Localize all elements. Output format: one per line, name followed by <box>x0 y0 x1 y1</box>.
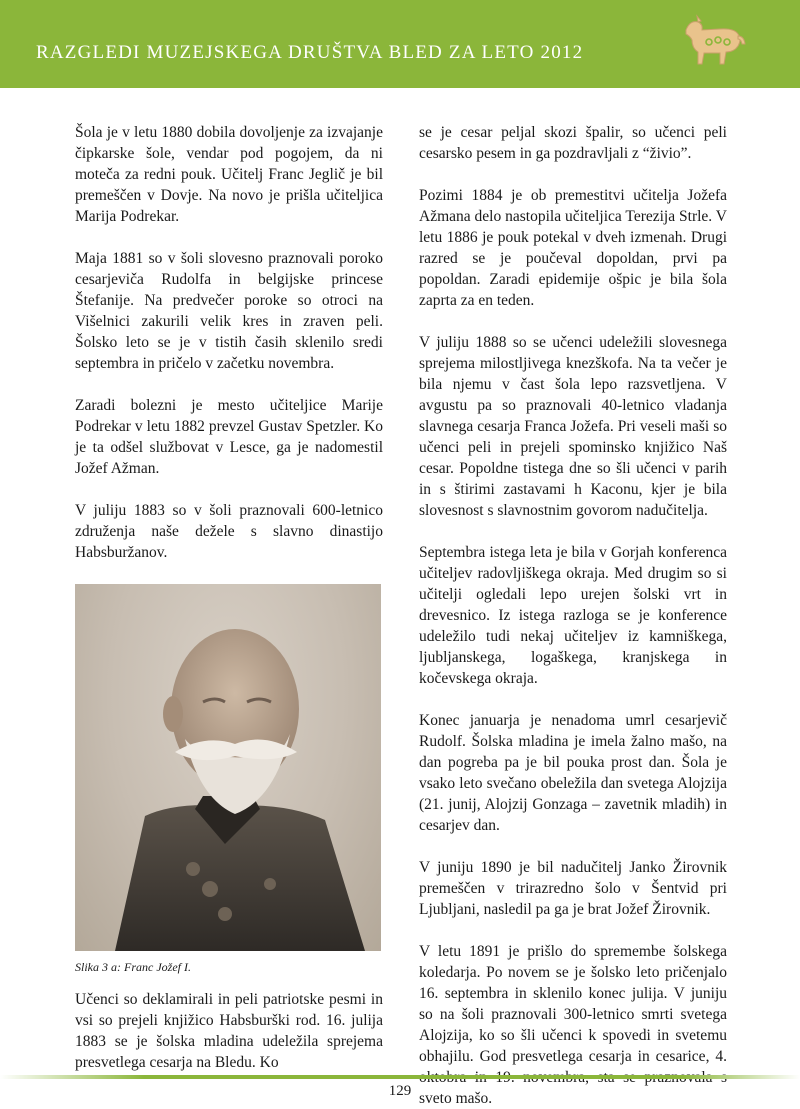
left-column <box>75 122 383 1073</box>
page-number: 129 <box>388 1083 412 1099</box>
paragraph: Konec januarja je nenadoma umrl cesarjevič Rudolf. Šolska mladina je imela žalno mašo, na dan pogreba pa je bil pouka prost dan. Šola je vsako leto svečano obeležila dan svetega Alojzija (21. junij, Alojzij Gonzaga – zavetnik mladih) in cesarjev dan. <box>419 712 727 834</box>
paragraph: Pozimi 1884 je ob premestitvi učitelja Jožefa Ažmana delo nastopila učiteljica Terezija Strle. V letu 1886 je pouk potekal v dveh izmenah. Drugi razred se je poučeval dopoldan, prvi pa popoldan. Zaradi epidemije ošpic je bila šola zaprta za en teden. <box>419 187 727 309</box>
right-column <box>419 122 727 1109</box>
paragraph: V letu 1891 je prišlo do spremembe šolskega koledarja. Po novem se je šolsko leto pričenjalo 16. septembra in sklenilo konec julija. V juniju so na šoli praznovali 300-letnico smrti svetega Alojzija, ko so šli učenci k spovedi in svetemu obhajilu. God presvetlega cesarja in cesarice, 4. sveto mašo. <box>419 943 727 1107</box>
portrait-photo <box>75 584 381 951</box>
paragraph: V juniju 1890 je bil nadučitelj Janko Žirovnik premeščen v trirazredno šolo v Šentvid pri Ljubljani, nasledil pa ga je brat Jožef Žirovnik. <box>419 859 727 918</box>
paragraph: se je cesar peljal skozi špalir, so učenci peli cesarsko pesem in ga pozdravljali z “živio”. <box>419 124 727 162</box>
paragraph: V juliju 1888 so se učenci udeležili slovesnega sprejema milostljivega knezškofa. Na ta večer je bila njemu v čast šola lepo razsvetljena. V avgustu pa so praznovali 40-letnico vladanja slavnega cesarja Franca Jožefa. Pri veseli maši so učenci peli in prejeli spominsko knjižico Naš cesar. Popoldne tistega dne so šli učenci v parih in s štirimi zastavami h Kaconu, kjer je bila slovesnost s slavnostnim govorom nadučitelja. <box>419 334 727 519</box>
journal-title: RAZGLEDI MUZEJSKEGA DRUŠTVA BLED ZA LETO 2012 <box>36 42 584 63</box>
figure-caption: Slika 3 a: Franc Jožef I. <box>75 960 191 974</box>
paragraph: Šola je v letu 1880 dobila dovoljenje za izvajanje čipkarske šole, vendar pod pogojem, da ni moteča za redni pouk. Učitelj Franc Jeglič je bil premeščen v Dovje. Na novo je prišla učiteljica Marija Podrekar. <box>75 124 383 225</box>
paragraph: Septembra istega leta je bila v Gorjah konferenca učiteljev radovljiškega okraja. Med drugim so si učitelji ogledali lepo urejen šolski vrt in drevesnico. Iz istega razloga se je konference udeležilo tudi nekaj učiteljev iz kamniškega, ljubljanskega, logaškega, kranjskega in kočevskega okraja. <box>419 544 727 687</box>
horse-icon <box>676 12 746 68</box>
header-band <box>0 0 800 88</box>
footer-divider <box>0 1075 800 1079</box>
paragraph: Učenci so deklamirali in peli patriotske pesmi in vsi so prejeli knjižico Habsburški rod. 16. julija 1883 se je šolska mladina udeležila sprejema presvetlega cesarja na Bledu. Ko <box>75 991 383 1071</box>
paragraph: V juliju 1883 so v šoli praznovali 600-letnico združenja naše dežele s slavno dinastijo Habsburžanov. <box>75 502 383 561</box>
paragraph: Maja 1881 so v šoli slovesno praznovali poroko cesarjeviča Rudolfa in belgijske princese Štefanije. Na predvečer poroke so otroci na Višelnici zakurili velik kres in zraven peli. Šolsko leto se je v tistih časih sklenilo sredi septembra in pričelo v začetku novembra. <box>75 250 383 372</box>
paragraph: Zaradi bolezni je mesto učiteljice Marije Podrekar v letu 1882 prevzel Gustav Spetzler. Ko je ta odšel službovat v Lesce, ga je nadomestil Jožef Ažman. <box>75 397 383 477</box>
